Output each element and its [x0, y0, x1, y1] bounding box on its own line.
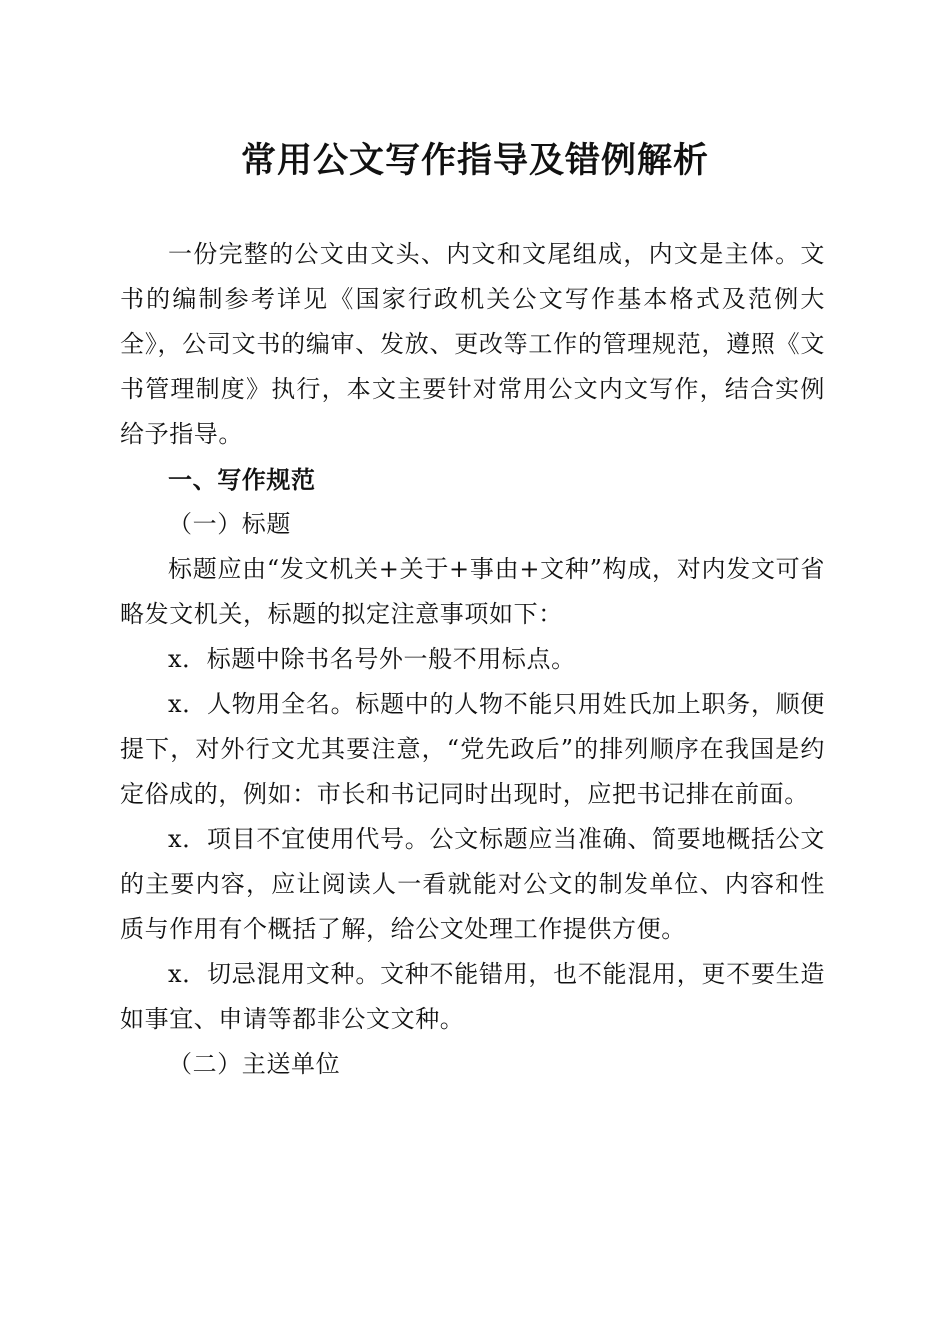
subsection-heading-title: （一）标题: [168, 510, 291, 538]
section-heading-writing-norms: 一、写作规范: [168, 465, 316, 494]
paragraph-intro: 一份完整的公文由文头、内文和文尾组成，内文是主体。文书的编制参考详见《国家行政机关公文写作基本格式及范例大全》，公司文书的编审、发放、更改等工作的管理规范，遵照《文书管理制度》执行，本文主要针对常用公文内文写作，结合实例给予指导。: [120, 240, 825, 448]
document-title: 常用公文写作指导及错例解析: [240, 140, 709, 181]
document-body: [120, 232, 825, 1087]
list-item-no-codes: x．项目不宜使用代号。公文标题应当准确、简要地概括公文的主要内容，应让阅读人一看就能对公文的制发单位、内容和性质与作用有个概括了解，给公文处理工作提供方便。: [120, 825, 825, 943]
list-item-no-mixed-types: x．切忌混用文种。文种不能错用，也不能混用，更不要生造如事宜、申请等都非公文文种。: [120, 960, 825, 1033]
list-item-full-names: x．人物用全名。标题中的人物不能只用姓氏加上职务，顺便提下，对外行文尤其要注意，“党先政后”的排列顺序在我国是约定俗成的，例如：市长和书记同时出现时，应把书记排在前面。: [120, 690, 825, 808]
paragraph-title-composition: 标题应由“发文机关+关于+事由+文种”构成，对内发文可省略发文机关，标题的拟定注意事项如下：: [120, 555, 825, 628]
subsection-heading-recipient: （二）主送单位: [168, 1050, 341, 1078]
list-item-no-punctuation: x．标题中除书名号外一般不用标点。: [168, 645, 576, 673]
